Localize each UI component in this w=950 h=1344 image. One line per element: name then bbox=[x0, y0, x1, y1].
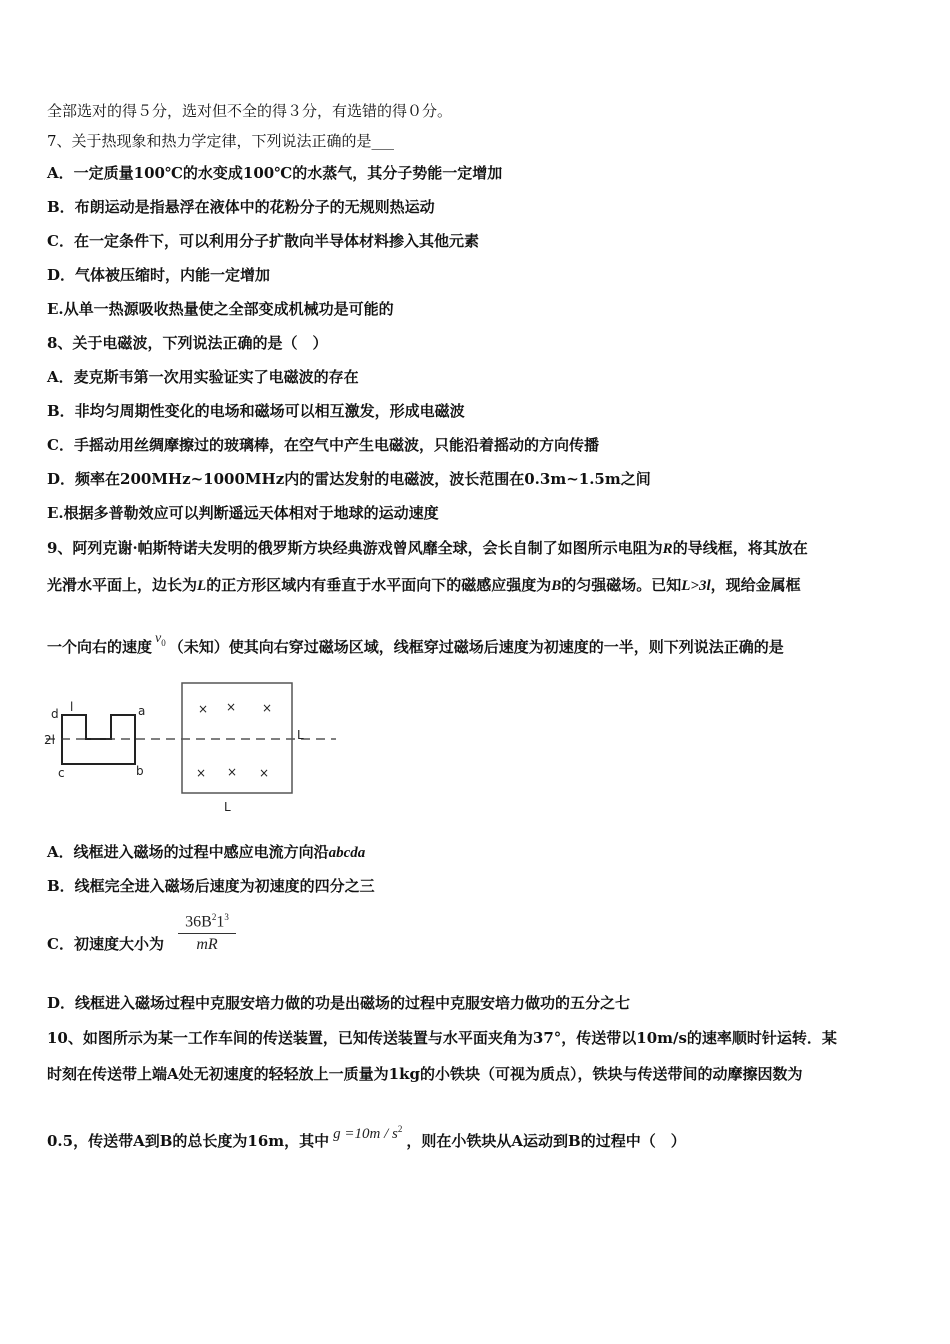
current-path: abcda bbox=[328, 845, 366, 861]
q10-stem-line-2: 时刻在传送带上端A处无初速度的轻轻放上一质量为1kg的小铁块（可视为质点），铁块与传送带间的动摩擦因数为 bbox=[47, 1065, 803, 1083]
field-cross: × bbox=[259, 766, 270, 780]
q9-stem-line-3: 一个向右的速度 $v_0$ （未知）使其向右穿过磁场区域，线框穿过磁场后速度为初速度的一半，则下列说法正确的是 bbox=[47, 631, 784, 656]
q7-option-d: D．气体被压缩时，内能一定增加 bbox=[47, 266, 271, 284]
field-cross: × bbox=[226, 700, 237, 714]
q9-option-c: C．初速度大小为 bbox=[47, 935, 164, 953]
field-cross: × bbox=[198, 702, 209, 716]
var-R: R bbox=[662, 541, 673, 557]
q9-stem-line-2: 光滑水平面上，边长为L的正方形区域内有垂直于水平面向下的磁感应强度为B的匀强磁场。已知L>3l，现给金属框 bbox=[47, 576, 801, 594]
label-L-right: L bbox=[297, 728, 304, 742]
q8-option-a: A．麦克斯韦第一次用实验证实了电磁波的存在 bbox=[47, 368, 359, 386]
field-cross: × bbox=[196, 766, 207, 780]
q9-option-a: A．线框进入磁场的过程中感应电流方向沿abcda bbox=[47, 843, 366, 861]
label-l: l bbox=[70, 700, 74, 714]
q8-option-d: D．频率在200MHz~1000MHz内的雷达发射的电磁波，波长范围在0.3m~1.5m之间 bbox=[47, 470, 651, 488]
q7-option-c: C．在一定条件下，可以利用分子扩散向半导体材料掺入其他元素 bbox=[47, 232, 479, 250]
q9-option-c-formula: $\frac{36B^21^3}{mR}$ bbox=[178, 912, 236, 954]
q8-option-c: C．手摇动用丝绸摩擦过的玻璃棒，在空气中产生电磁波，只能沿着摇动的方向传播 bbox=[47, 436, 599, 454]
q7-option-e: E.从单一热源吸收热量使之全部变成机械功是可能的 bbox=[47, 300, 394, 318]
gravity-formula: $g =10m / s^2$ bbox=[333, 1124, 403, 1142]
label-L-bottom: L bbox=[224, 800, 231, 814]
var-B: B bbox=[551, 578, 562, 594]
q7-option-a: A．一定质量100℃的水变成100℃的水蒸气，其分子势能一定增加 bbox=[47, 164, 503, 182]
scoring-note: 全部选对的得５分，选对但不全的得３分，有选错的得０分。 bbox=[47, 102, 453, 120]
label-a: a bbox=[138, 704, 146, 718]
label-b: b bbox=[136, 764, 144, 778]
initial-velocity-symbol: $v_0$ bbox=[155, 631, 166, 648]
label-d: d bbox=[51, 707, 59, 721]
var-L: L bbox=[197, 578, 207, 594]
q7-option-b: B．布朗运动是指悬浮在液体中的花粉分子的无规则热运动 bbox=[47, 198, 435, 216]
q9-option-d: D．线框进入磁场过程中克服安培力做的功是出磁场的过程中克服安培力做功的五分之七 bbox=[47, 994, 631, 1012]
q8-option-e: E.根据多普勒效应可以判断遥远天体相对于地球的运动速度 bbox=[47, 504, 439, 522]
q9-stem-line-1: 9、阿列克谢·帕斯特诺夫发明的俄罗斯方块经典游戏曾风靡全球，会长自制了如图所示电阻为R的导线框，将其放在 bbox=[47, 539, 808, 557]
q8-stem: 8、关于电磁波，下列说法正确的是（ ） bbox=[47, 334, 328, 352]
field-cross: × bbox=[227, 765, 238, 779]
q7-stem: 7、关于热现象和热力学定律，下列说法正确的是___ bbox=[47, 132, 395, 150]
q10-stem-line-3: 0.5，传送带A到B的总长度为16m，其中 $g =10m / s^2$，则在小铁块从A运动到B的过程中（ ） bbox=[47, 1124, 686, 1150]
q9-option-b: B．线框完全进入磁场后速度为初速度的四分之三 bbox=[47, 877, 375, 895]
label-c: c bbox=[58, 766, 65, 780]
wire-frame-magnetic-field-diagram bbox=[40, 678, 340, 820]
q8-option-b: B．非均匀周期性变化的电场和磁场可以相互激发，形成电磁波 bbox=[47, 402, 465, 420]
label-2l: 2l bbox=[44, 733, 55, 747]
q10-stem-line-1: 10、如图所示为某一工作车间的传送装置，已知传送装置与水平面夹角为37°，传送带以10m/s的速率顺时针运转．某 bbox=[47, 1029, 837, 1047]
field-cross: × bbox=[262, 701, 273, 715]
condition-L-gt-3l: L>3l bbox=[681, 578, 711, 594]
